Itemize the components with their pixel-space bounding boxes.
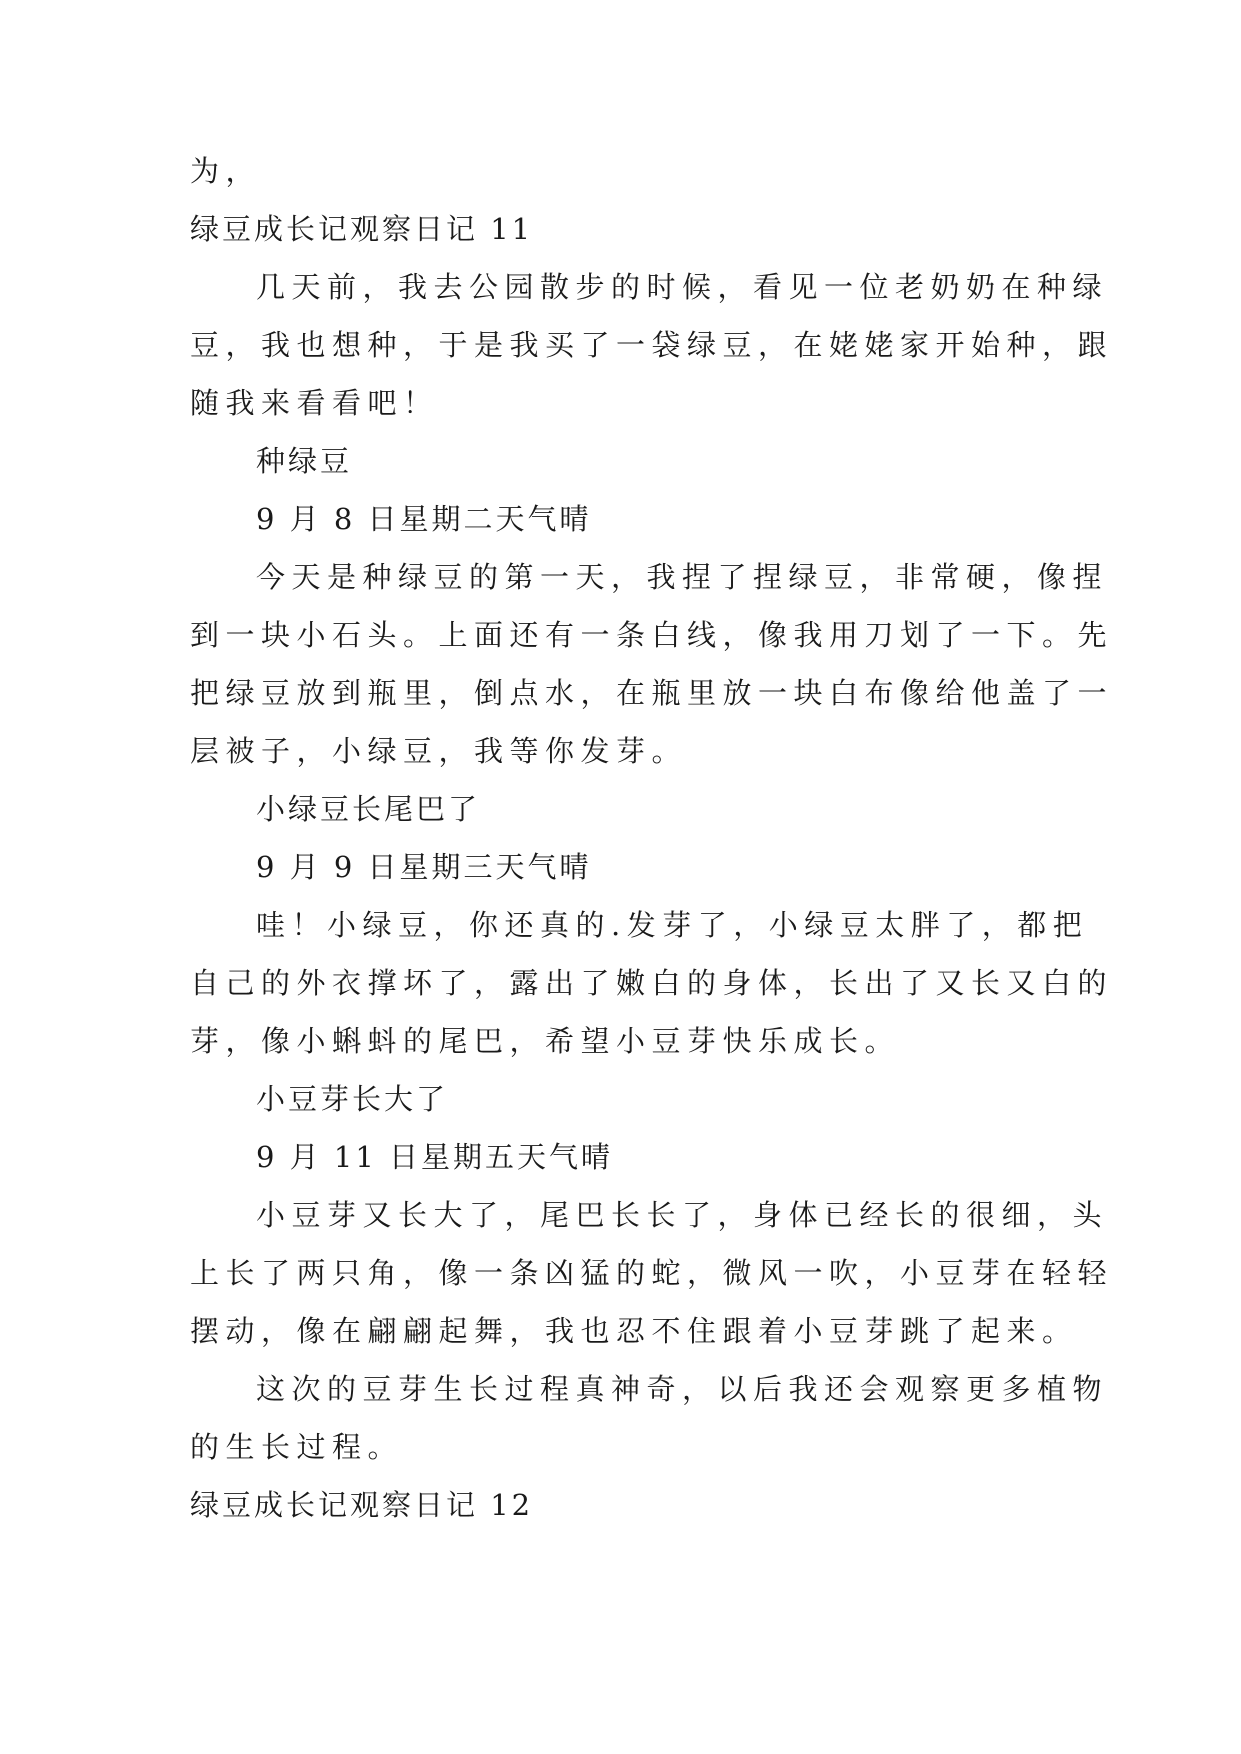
paragraph-line: 上长了两只角，像一条凶猛的蛇，微风一吹，小豆芽在轻轻	[190, 1256, 1114, 1290]
paragraph-line: 摆动，像在翩翩起舞，我也忍不住跟着小豆芽跳了起来。	[190, 1314, 1078, 1348]
subheading: 小豆芽长大了	[256, 1082, 449, 1116]
text-line: 为，	[190, 154, 262, 188]
paragraph-line: 哇！小绿豆，你还真的.发芽了，小绿豆太胖了，都把	[256, 908, 1089, 942]
subheading: 种绿豆	[256, 444, 353, 478]
paragraph-line: 豆，我也想种，于是我买了一袋绿豆，在姥姥家开始种，跟	[190, 328, 1114, 362]
date-line: 9 月 8 日星期二天气晴	[256, 502, 592, 536]
paragraph-line: 芽，像小蝌蚪的尾巴，希望小豆芽快乐成长。	[190, 1024, 901, 1058]
paragraph-line: 今天是种绿豆的第一天，我捏了捏绿豆，非常硬，像捏	[256, 560, 1109, 594]
paragraph-line: 到一块小石头。上面还有一条白线，像我用刀划了一下。先	[190, 618, 1114, 652]
date-line: 9 月 11 日星期五天气晴	[256, 1140, 614, 1174]
paragraph-line: 把绿豆放到瓶里，倒点水，在瓶里放一块白布像给他盖了一	[190, 676, 1114, 710]
section-heading: 绿豆成长记观察日记 12	[190, 1488, 534, 1522]
paragraph-line: 自己的外衣撑坏了，露出了嫩白的身体，长出了又长又白的	[190, 966, 1114, 1000]
section-heading: 绿豆成长记观察日记 11	[190, 212, 534, 246]
paragraph-line: 几天前，我去公园散步的时候，看见一位老奶奶在种绿	[256, 270, 1109, 304]
paragraph-line: 随我来看看吧！	[190, 386, 439, 420]
paragraph-line: 的生长过程。	[190, 1430, 404, 1464]
paragraph-line: 层被子，小绿豆，我等你发芽。	[190, 734, 688, 768]
paragraph-line: 这次的豆芽生长过程真神奇，以后我还会观察更多植物	[256, 1372, 1109, 1406]
paragraph-line: 小豆芽又长大了，尾巴长长了，身体已经长的很细，头	[256, 1198, 1109, 1232]
subheading: 小绿豆长尾巴了	[256, 792, 481, 826]
date-line: 9 月 9 日星期三天气晴	[256, 850, 592, 884]
